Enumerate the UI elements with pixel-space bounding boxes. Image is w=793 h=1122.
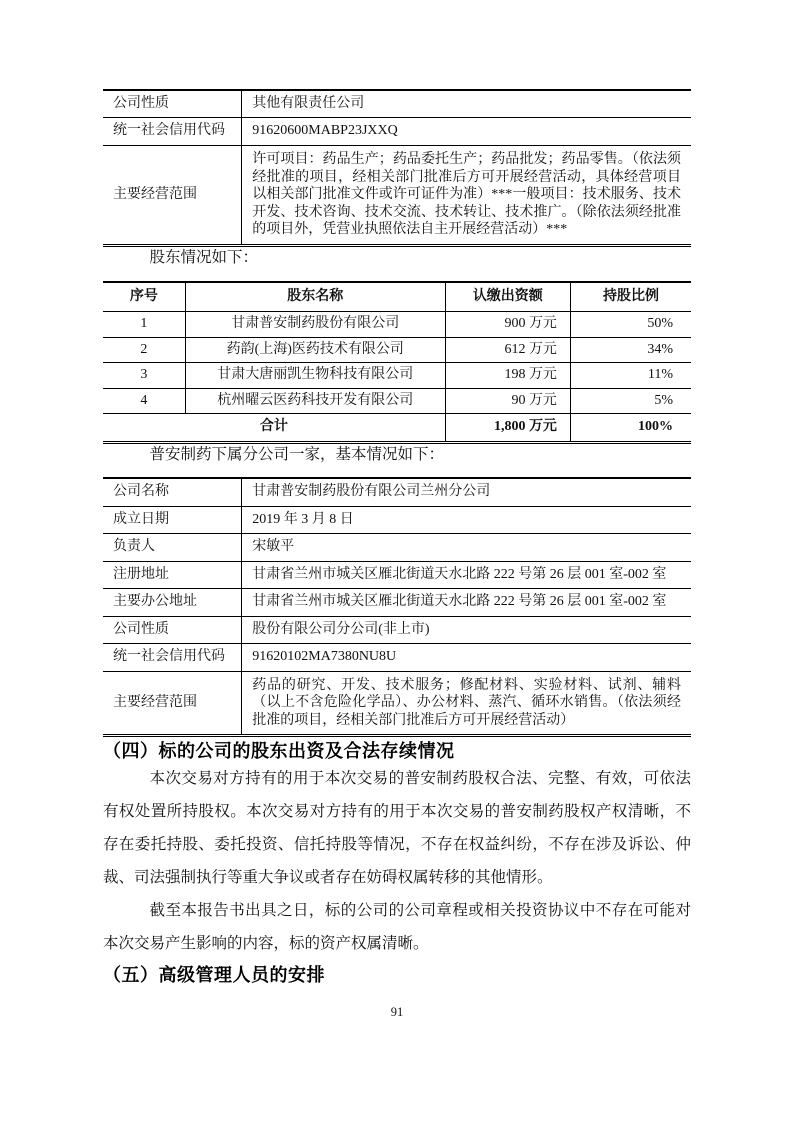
table-row <box>103 534 691 561</box>
table-row <box>103 118 691 145</box>
cell-ratio: 5% <box>570 388 691 413</box>
page-number: 91 <box>390 1004 404 1019</box>
table-row <box>103 616 691 643</box>
kv-label: 统一社会信用代码 <box>103 118 242 145</box>
table-total-row <box>103 414 691 442</box>
cell-amount: 900 万元 <box>445 312 570 337</box>
company-overview-table <box>103 89 691 247</box>
cell-amount: 90 万元 <box>445 388 570 413</box>
table-row <box>103 90 691 118</box>
shareholders-table <box>103 281 691 444</box>
cell-total-amount: 1,800 万元 <box>445 414 570 442</box>
kv-value: 甘肃省兰州市城关区雁北街道天水北路 222 号第 26 层 001 室-002 室 <box>242 589 691 616</box>
kv-label: 公司性质 <box>103 90 242 118</box>
table-row <box>103 337 691 362</box>
table-row <box>103 145 691 245</box>
kv-label: 成立日期 <box>103 506 242 533</box>
table-row <box>103 388 691 413</box>
header-shareholding-ratio: 持股比例 <box>570 282 691 312</box>
kv-value: 甘肃普安制药股份有限公司兰州分公司 <box>242 478 691 506</box>
cell-total-label: 合计 <box>103 414 445 442</box>
table-row <box>103 312 691 337</box>
kv-value: 其他有限责任公司 <box>242 90 691 118</box>
cell-amount: 612 万元 <box>445 337 570 362</box>
cell-amount: 198 万元 <box>445 363 570 388</box>
kv-value: 91620102MA7380NU8U <box>242 644 691 671</box>
cell-serial: 2 <box>103 337 185 362</box>
cell-ratio: 50% <box>570 312 691 337</box>
table-row <box>103 671 691 736</box>
table-row <box>103 363 691 388</box>
kv-value: 宋敏平 <box>242 534 691 561</box>
cell-shareholder-name: 甘肃普安制药股份有限公司 <box>185 312 445 337</box>
cell-total-ratio: 100% <box>570 414 691 442</box>
kv-value: 许可项目：药品生产；药品委托生产；药品批发；药品零售。（依法须经批准的项目，经相关部门批准后方可开展经营活动，具体经营项目以相关部门批准文件或许可证件为准）***一般项目：技术服务、技术开发、技术咨询、技术交流、技术转让、技术推广。（除依法须经批准的项目外，凭营业执照依法自主开展经营活动）*** <box>242 145 691 245</box>
cell-serial: 1 <box>103 312 185 337</box>
section-heading-five: （五）高级管理人员的安排 <box>103 964 325 985</box>
kv-value: 药品的研究、开发、技术服务；修配材料、实验材料、试剂、辅料（以上不含危险化学品）、办公材料、蒸汽、循环水销售。（依法须经批准的项目，经相关部门批准后方可开展经营活动） <box>242 671 691 736</box>
kv-label: 主要经营范围 <box>103 145 242 245</box>
table-header-row <box>103 282 691 312</box>
table-row <box>103 561 691 588</box>
body-paragraph: 本次交易对方持有的用于本次交易的普安制药股权合法、完整、有效，可依法有权处置所持股权。本次交易对方持有的用于本次交易的普安制药股权产权清晰，不存在委托持股、委托投资、信托持股等情况，不存在权益纠纷，不存在涉及诉讼、仲裁、司法强制执行等重大争议或者存在妨碍权属转移的其他情形。 <box>103 770 691 886</box>
table-row <box>103 589 691 616</box>
kv-label: 公司名称 <box>103 478 242 506</box>
branch-intro: 普安制药下属分公司一家，基本情况如下： <box>149 445 445 463</box>
kv-value: 甘肃省兰州市城关区雁北街道天水北路 222 号第 26 层 001 室-002 室 <box>242 561 691 588</box>
cell-shareholder-name: 杭州曜云医药科技开发有限公司 <box>185 388 445 413</box>
header-shareholder-name: 股东名称 <box>185 282 445 312</box>
cell-shareholder-name: 甘肃大唐丽凯生物科技有限公司 <box>185 363 445 388</box>
table-row <box>103 506 691 533</box>
kv-label: 统一社会信用代码 <box>103 644 242 671</box>
kv-label: 主要经营范围 <box>103 671 242 736</box>
header-serial: 序号 <box>103 282 185 312</box>
cell-ratio: 34% <box>570 337 691 362</box>
kv-label: 注册地址 <box>103 561 242 588</box>
section-heading-four: （四）标的公司的股东出资及合法存续情况 <box>103 741 455 762</box>
cell-serial: 4 <box>103 388 185 413</box>
shareholders-intro: 股东情况如下： <box>149 249 259 267</box>
kv-label: 公司性质 <box>103 616 242 643</box>
table-row <box>103 478 691 506</box>
kv-label: 主要办公地址 <box>103 589 242 616</box>
header-subscribed-capital: 认缴出资额 <box>445 282 570 312</box>
cell-shareholder-name: 药韵(上海)医药技术有限公司 <box>185 337 445 362</box>
kv-value: 91620600MABP23JXXQ <box>242 118 691 145</box>
kv-value: 2019 年 3 月 8 日 <box>242 506 691 533</box>
cell-serial: 3 <box>103 363 185 388</box>
table-row <box>103 644 691 671</box>
body-paragraph: 截至本报告书出具之日，标的公司的公司章程或相关投资协议中不存在可能对本次交易产生影响的内容，标的资产权属清晰。 <box>103 901 691 952</box>
kv-label: 负责人 <box>103 534 242 561</box>
branch-info-table <box>103 477 691 737</box>
kv-value: 股份有限公司分公司(非上市) <box>242 616 691 643</box>
cell-ratio: 11% <box>570 363 691 388</box>
